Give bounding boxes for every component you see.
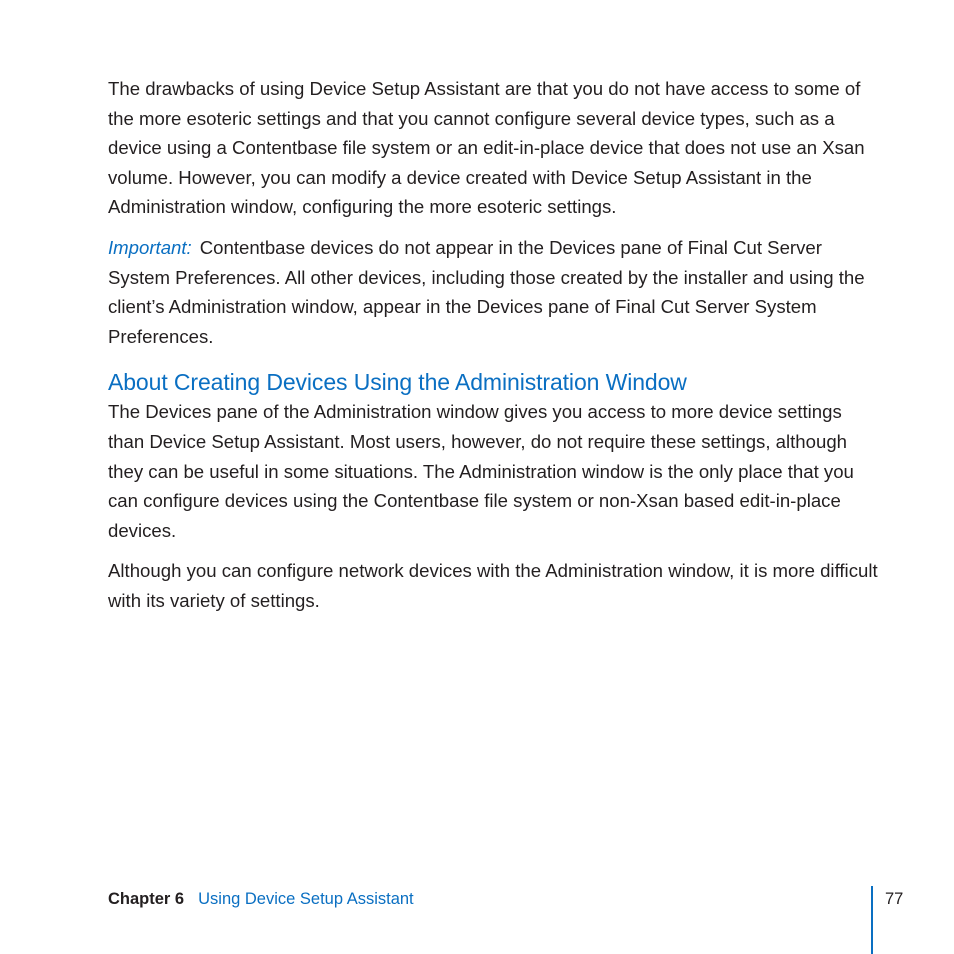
important-text: Contentbase devices do not appear in the Devices pane of Final Cut Server System Preferences. All other devices, including those created by the installer and using the client’s Administration window, appear in the Devices pane of Final Cut Server System Preferences.: [108, 236, 865, 347]
page-number: 77: [885, 890, 904, 908]
important-label: Important:: [108, 236, 192, 258]
intro-paragraph: The drawbacks of using Device Setup Assistant are that you do not have access to some of the more esoteric settings and that you cannot configure several device types, such as a device using a Contentbase file system or an edit-in-place device that does not use an Xsan volume. However, you can modify a device created with Device Setup Assistant in the Administration window, configuring the more esoteric settings.: [108, 78, 865, 218]
page-content: [108, 74, 878, 627]
section-heading: About Creating Devices Using the Administration Window: [108, 369, 687, 396]
section-paragraph-2: Although you can configure network devices with the Administration window, it is more difficult with its variety of settings.: [108, 560, 878, 611]
page-footer: [108, 888, 414, 910]
page-number-divider: [871, 886, 873, 954]
important-note: [108, 233, 878, 351]
section-paragraph-1: The Devices pane of the Administration window gives you access to more device settings than Device Setup Assistant. Most users, however, do not require these settings, although they can be useful in some situations. The Administration window is the only place that you can configure devices using the Contentbase file system or non-Xsan based edit-in-place devices.: [108, 401, 854, 541]
chapter-title: Using Device Setup Assistant: [198, 890, 414, 908]
chapter-label: Chapter 6: [108, 890, 185, 908]
